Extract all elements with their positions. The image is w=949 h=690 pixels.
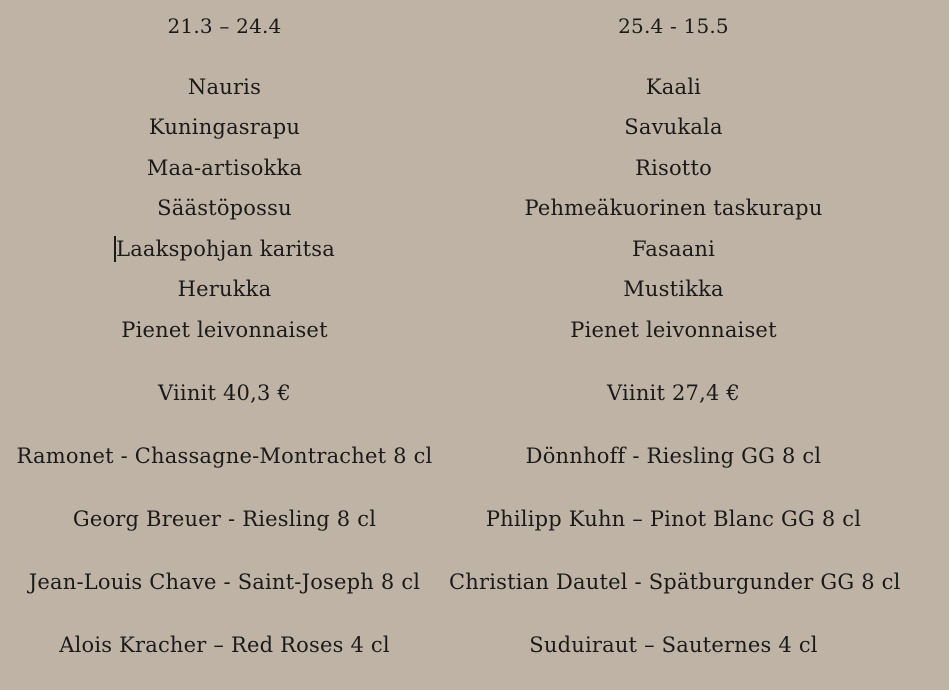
wine-item: Philipp Kuhn – Pinot Blanc GG 8 cl bbox=[485, 507, 862, 531]
course-item: Kaali bbox=[645, 75, 702, 99]
course-item: Mustikka bbox=[623, 277, 724, 301]
course-item: Risotto bbox=[635, 156, 712, 180]
course-item: Säästöpossu bbox=[157, 196, 292, 220]
wine-item: Dönnhoff - Riesling GG 8 cl bbox=[525, 444, 822, 468]
course-item: Pienet leivonnaiset bbox=[570, 318, 777, 342]
wine-pairing-header: Viinit 27,4 € bbox=[607, 381, 740, 405]
course-item: Savukala bbox=[624, 115, 723, 139]
wine-item: Jean-Louis Chave - Saint-Joseph 8 cl bbox=[28, 570, 421, 594]
course-item: Pehmeäkuorinen taskurapu bbox=[524, 196, 823, 220]
course-item: Fasaani bbox=[631, 237, 716, 261]
course-item: Nauris bbox=[187, 75, 262, 99]
wine-item: Suduiraut – Sauternes 4 cl bbox=[529, 633, 818, 657]
wine-item: Alois Kracher – Red Roses 4 cl bbox=[59, 633, 390, 657]
course-item: Maa-artisokka bbox=[146, 156, 303, 180]
wine-item: Christian Dautel - Spätburgunder GG 8 cl bbox=[449, 570, 901, 594]
course-item-label[interactable]: Laakspohjan karitsa bbox=[116, 237, 335, 261]
date-range: 21.3 – 24.4 bbox=[167, 14, 282, 38]
wine-item: Georg Breuer - Riesling 8 cl bbox=[72, 507, 377, 531]
course-item: Kuningasrapu bbox=[148, 115, 301, 139]
date-range: 25.4 - 15.5 bbox=[618, 14, 729, 38]
wine-pairing-header: Viinit 40,3 € bbox=[158, 381, 291, 405]
wine-item: Ramonet - Chassagne-Montrachet 8 cl bbox=[16, 444, 433, 468]
course-item: Pienet leivonnaiset bbox=[121, 318, 328, 342]
course-item-with-caret[interactable] bbox=[0, 236, 449, 262]
course-item: Herukka bbox=[177, 277, 272, 301]
